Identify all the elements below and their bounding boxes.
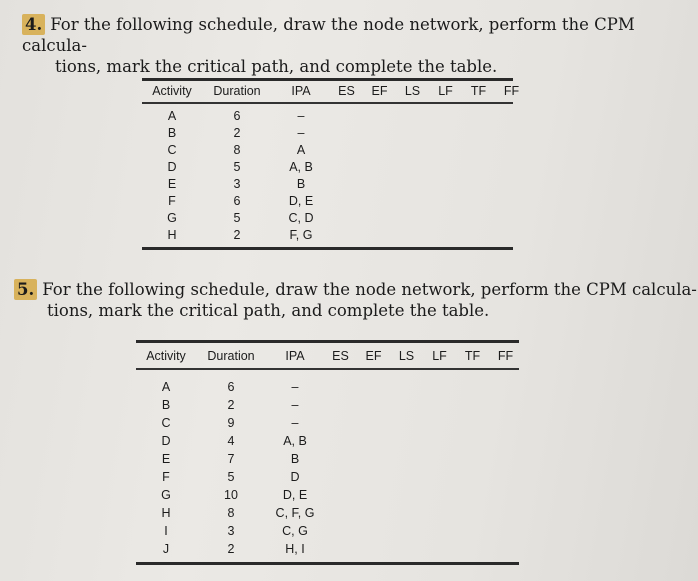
table-row: [136, 414, 522, 432]
header-lf: LF: [432, 349, 447, 363]
activity-cell: G: [167, 211, 177, 225]
table-row: [142, 210, 528, 227]
problem-4-header-row: [142, 80, 528, 102]
ipa-cell: –: [297, 126, 305, 140]
duration-cell: 8: [227, 506, 235, 520]
activity-cell: D: [161, 434, 171, 448]
activity-cell: I: [164, 524, 168, 538]
problem-4-line-1: For the following schedule, draw the node network, perform the CPM calcula-: [22, 15, 635, 55]
table-row: [142, 193, 528, 210]
duration-cell: 6: [233, 109, 241, 123]
header-ef: EF: [365, 349, 382, 363]
duration-cell: 3: [233, 177, 241, 191]
table-row: [142, 159, 528, 176]
header-duration: Duration: [207, 349, 255, 363]
activity-cell: J: [162, 542, 170, 556]
header-es: ES: [338, 84, 355, 98]
ipa-cell: H, I: [285, 542, 305, 556]
header-ipa: IPA: [285, 349, 305, 363]
ipa-cell: A, B: [283, 434, 307, 448]
ipa-cell: C, F, G: [275, 506, 315, 520]
ipa-cell: –: [291, 380, 299, 394]
duration-cell: 6: [233, 194, 241, 208]
ipa-cell: C, D: [288, 211, 314, 225]
ipa-cell: A: [296, 143, 306, 157]
duration-cell: 5: [233, 211, 241, 225]
header-ls: LS: [398, 349, 415, 363]
ipa-cell: A, B: [289, 160, 313, 174]
activity-cell: A: [161, 380, 171, 394]
table-row: [136, 468, 522, 486]
ipa-cell: –: [291, 416, 299, 430]
header-ff: FF: [503, 84, 520, 98]
table-row: [142, 142, 528, 159]
header-activity: Activity: [152, 84, 192, 98]
table-row: [136, 522, 522, 540]
problem-4-statement: [22, 14, 698, 77]
activity-cell: C: [167, 143, 177, 157]
ipa-cell: F, G: [289, 228, 313, 242]
duration-cell: 2: [227, 542, 235, 556]
ipa-cell: B: [290, 452, 300, 466]
table-row: [136, 540, 522, 558]
duration-cell: 5: [227, 470, 235, 484]
table-row: [136, 432, 522, 450]
header-duration: Duration: [213, 84, 261, 98]
duration-cell: 3: [227, 524, 235, 538]
duration-cell: 2: [227, 398, 235, 412]
duration-cell: 7: [227, 452, 235, 466]
table-row: [142, 176, 528, 193]
activity-cell: E: [161, 452, 171, 466]
problem-4-line-2: tions, mark the critical path, and complete the table.: [55, 57, 498, 76]
header-ls: LS: [404, 84, 421, 98]
problem-5-schedule-table: [136, 345, 522, 558]
problem-5-header-row: [136, 345, 522, 367]
activity-cell: F: [162, 470, 170, 484]
problem-5-top-rule: [136, 340, 519, 343]
ipa-cell: D, E: [288, 194, 314, 208]
header-tf: TF: [464, 349, 481, 363]
activity-cell: B: [167, 126, 177, 140]
activity-cell: A: [167, 109, 177, 123]
ipa-cell: –: [297, 109, 305, 123]
table-row: [142, 125, 528, 142]
header-ipa: IPA: [291, 84, 311, 98]
activity-cell: H: [167, 228, 177, 242]
duration-cell: 6: [227, 380, 235, 394]
activity-cell: D: [167, 160, 177, 174]
table-row: [136, 450, 522, 468]
table-row: [136, 396, 522, 414]
problem-5-bottom-rule: [136, 562, 519, 565]
ipa-cell: C, G: [282, 524, 308, 538]
header-ef: EF: [371, 84, 388, 98]
duration-cell: 2: [233, 228, 241, 242]
header-ff: FF: [497, 349, 514, 363]
activity-cell: G: [161, 488, 171, 502]
problem-4-number: 4.: [22, 14, 45, 35]
duration-cell: 5: [233, 160, 241, 174]
ipa-cell: D, E: [282, 488, 308, 502]
ipa-cell: D: [290, 470, 300, 484]
duration-cell: 9: [227, 416, 235, 430]
header-lf: LF: [438, 84, 453, 98]
table-row: [136, 378, 522, 396]
problem-5-number: 5.: [14, 279, 37, 300]
duration-cell: 2: [233, 126, 241, 140]
header-es: ES: [332, 349, 349, 363]
table-row: [136, 504, 522, 522]
header-tf: TF: [470, 84, 487, 98]
problem-5-statement: [14, 279, 697, 321]
header-activity: Activity: [146, 349, 186, 363]
ipa-cell: B: [296, 177, 306, 191]
duration-cell: 8: [233, 143, 241, 157]
problem-5-line-1: For the following schedule, draw the node network, perform the CPM calcula-: [42, 280, 697, 299]
duration-cell: 10: [224, 488, 238, 502]
activity-cell: F: [168, 194, 176, 208]
duration-cell: 4: [227, 434, 235, 448]
activity-cell: E: [167, 177, 177, 191]
problem-5-line-2: tions, mark the critical path, and complete the table.: [47, 301, 490, 320]
activity-cell: H: [161, 506, 171, 520]
activity-cell: C: [161, 416, 171, 430]
table-row: [142, 108, 528, 125]
ipa-cell: –: [291, 398, 299, 412]
problem-4-bottom-rule: [142, 247, 513, 250]
table-row: [136, 486, 522, 504]
problem-4-schedule-table: [142, 80, 528, 244]
activity-cell: B: [161, 398, 171, 412]
table-row: [142, 227, 528, 244]
